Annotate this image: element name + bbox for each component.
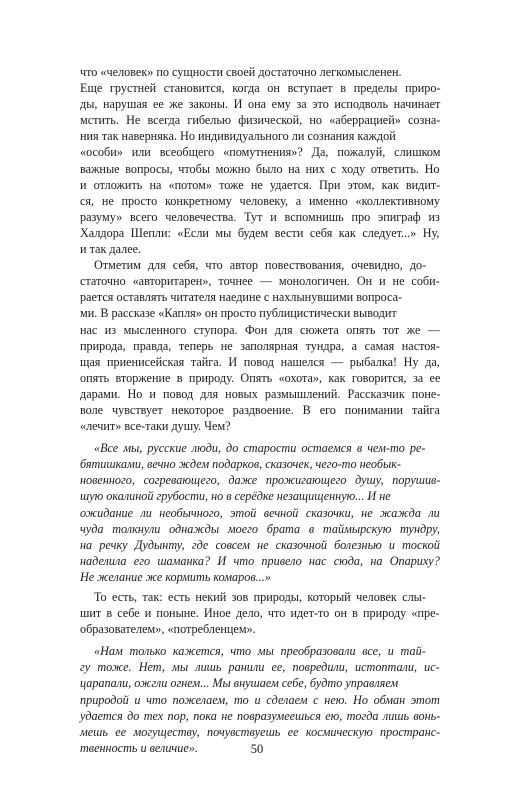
text-line: и отложить на «потом» тоже не удается. При этом, как видит- <box>80 177 441 192</box>
text-line: Халдора Шепли: «Если мы будем вести себя как следует...» Ну, <box>80 225 440 240</box>
quote-line: удается до тех пор, пока не повразумеешься ею, тогда лишь вонь- <box>80 708 441 723</box>
text-line: дарами. Но и повод для новых размышлений. Рассказчик поне- <box>80 386 441 401</box>
text-line: ми. В рассказе «Капля» он просто публицистически выводит <box>80 306 397 321</box>
text-line: разуму» всего человечества. Тут и вспомнишь про эпиграф из <box>80 209 440 224</box>
quote-line: шую окалиной грубости, но в серёдке незащищенную... И не <box>80 489 391 504</box>
quote-line: «Все мы, русские люди, до старости остаемся в чем-то ре- <box>94 441 426 456</box>
text-line: ды, нарушая ее же законы. И она ему за это исподволь начинает <box>80 97 441 112</box>
quote-line: ожидание ли необычного, этой вечной сказочки, не жажда ли <box>80 505 440 520</box>
text-line: рается оставлять читателя наедине с нахлынувшими вопроса- <box>80 290 403 305</box>
text-line: что «человек» по сущности своей достаточно легкомысленен. <box>80 65 402 79</box>
text-line: Еще грустней становится, когда он вступает в пределы приро- <box>80 81 441 96</box>
text-line: статочно «авторитарен», точнее — монологичен. Он и не соби- <box>80 274 440 289</box>
quote-line: мешь ее могуществу, почувствуешь ее космическую пространс- <box>80 724 441 739</box>
quote-2 <box>80 643 440 756</box>
quote-line: новенного, согревающего, даже прожигающего душу, порушив- <box>80 473 441 488</box>
quote-line: наделила его шаманка? И что привело нас сюда, на Опариху? <box>80 553 440 568</box>
text-line: опять вторжение в природу. Опять «охота», как говорится, за ее <box>80 370 441 385</box>
text-line: «лечит» все-таки душу. Чем? <box>80 419 231 434</box>
text-line: мстить. Не всегда гибелью физической, но «аберрацией» созна- <box>80 113 441 128</box>
text-line: Отметим для себя, что автор повествования, очевидно, до- <box>94 258 427 273</box>
text-line: воле чувствует некоторое раздвоение. В его понимании тайга <box>80 402 440 417</box>
text-line: природа, правда, теперь не заполярная тундра, а самая настоя- <box>80 338 440 353</box>
quote-line: Не желание же кормить комаров...» <box>80 569 271 584</box>
quote-line: природой и что пожелаем, то и сделаем с нею. Но обман этот <box>80 692 440 707</box>
quote-line: царапали, ожгли огнем... Мы внушаем себе, будто управляем <box>80 676 399 691</box>
page-number: 50 <box>250 742 264 756</box>
text-line: ния так наверняка. Но индивидуального ли сознания каждой <box>80 129 396 144</box>
text-line: щая приенисейская тайга. И повод нашелся — рыбалка! Ну да, <box>80 354 440 369</box>
text-line: нас из мысленного ступора. Фон для сюжета опять тот же — <box>80 322 440 337</box>
text-line: ся, не просто конкретному человеку, а именно «коллективному <box>80 193 440 208</box>
text-line: шит в себе и поныне. Иное дело, что идет-то он в природу «пре- <box>80 606 440 621</box>
quote-1 <box>80 440 440 585</box>
quote-line: гу тоже. Нет, мы лишь ранили ее, повредили, истоптали, ис- <box>80 660 440 675</box>
text-line: «особи» или всеобщего «помутнения»? Да, пожалуй, слишком <box>80 145 441 160</box>
paragraph-1 <box>80 64 440 257</box>
text-line: и так далее. <box>80 242 142 257</box>
quote-line: чуда толкнули однажды моего брата в таймырскую тундру, <box>80 521 440 536</box>
paragraph-2 <box>80 257 440 434</box>
paragraph-3 <box>80 589 440 637</box>
text-line: важные вопросы, чтобы можно было на них с ходу ответить. Но <box>80 161 440 176</box>
text-line: образователем», «потребленцем». <box>80 622 256 637</box>
page-text <box>80 64 440 760</box>
quote-line: твенность и величие». <box>80 740 198 755</box>
text-line: То есть, так: есть некий зов природы, который человек слы- <box>94 590 426 604</box>
quote-line: бятишками, вечно ждем подарков, сказочек, чего-то необык- <box>80 457 401 472</box>
quote-line: «Нам только кажется, что мы преобразовали все, и тай- <box>94 644 426 659</box>
quote-line: на речку Дудынту, где совсем не сказочной болезнью и тоской <box>80 537 440 552</box>
